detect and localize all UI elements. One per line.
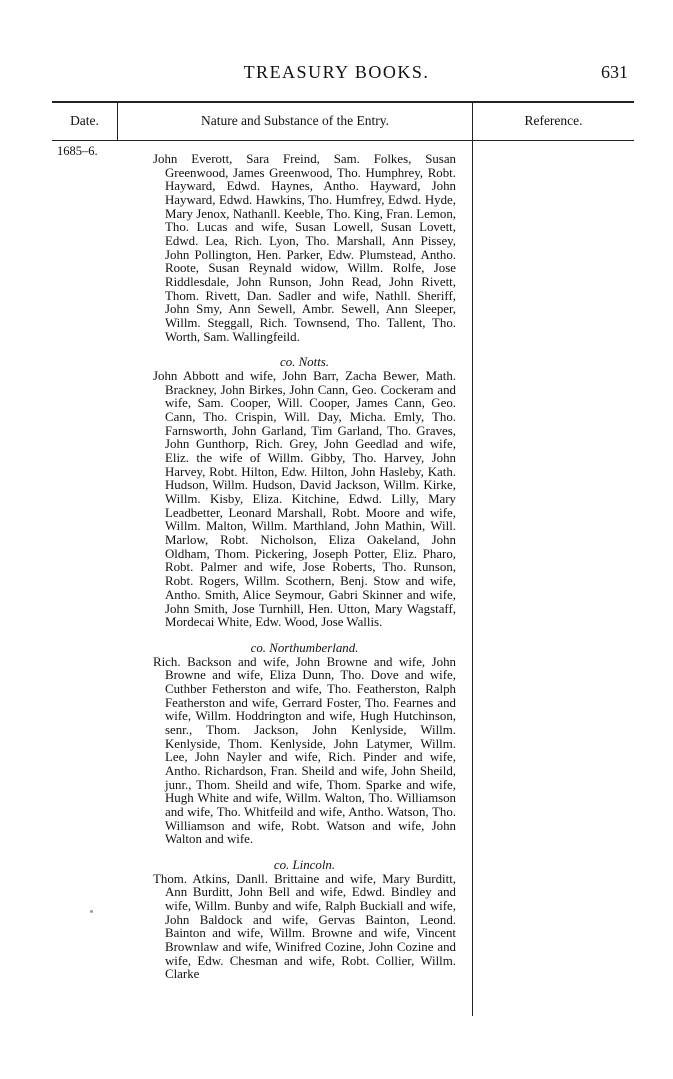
table-top-rule [52,101,634,103]
entry-date: 1685–6. [57,144,98,158]
header-bottom-rule [52,140,634,141]
column-heading-date: Date. [70,113,99,128]
county-heading: co. Northumberland. [250,640,359,655]
county-heading: co. Lincoln. [273,857,336,872]
entry-body [153,153,456,982]
page-number: 631 [601,62,628,82]
column-heading-reference: Reference. [524,113,583,128]
column-heading-nature: Nature and Substance of the Entry. [200,113,390,128]
entry-paragraph: John Everott, Sara Freind, Sam. Folkes, Susan Greenwood, James Greenwood, Tho. Humphrey, Robt. Hayward, Edwd. Haynes, Antho. Hayward, John Hayward, Edwd. Hawkins, Tho. Humfrey, Edwd. Hyde, Mary Jenox, Nathanll. Keeble, Tho. King, Fran. Lemon, Tho. Lucas and wife, Susan Lowell, Susan Lovett, Edwd. Lea, Rich. Lyon, Tho. Marshall, Ann Pissey, John Pollington, Hen. Parker, Edw. Plumstead, Antho. Roote, Susan Reynald widow, Willm. Rolfe, Jose Riddlesdale, John Runson, John Read, John Rivett, Thom. Rivett, Dan. Sadler and wife, Nathll. Sheriff, John Smy, Ann Sewell, Ambr. Sewell, Ann Sleeper, Willm. Steggall, Rich. Townsend, Tho. Tallent, Tho. Worth, Sam. Wallingfeild. [153,152,456,344]
entry-paragraph: Thom. Atkins, Danll. Brittaine and wife, Mary Burditt, Ann Burditt, John Bell and wife, Edwd. Bindley and wife, Willm. Bunby and wife, Ralph Buckiall and wife, John Baldock and wife, Gervas Bainton, Leond. Bainton and wife, Willm. Browne and wife, Vincent Brownlaw and wife, Winifred Cozine, John Cozine and wife, Edw. Chesman and wife, Robt. Collier, Willm. Clarke [153,871,456,982]
entry-paragraph: John Abbott and wife, John Barr, Zacha Bewer, Math. Brackney, John Birkes, John Cann, Geo. Cockeram and wife, Sam. Cooper, Will. Cooper, James Cann, Geo. Cann, Tho. Crispin, Will. Day, Micha. Emly, Tho. Farnsworth, John Garland, Tim Garland, Tho. Graves, John Gunthorp, Rich. Grey, John Geedlad and wife, Eliz. the wife of Willm. Gibby, Tho. Harvey, John Harvey, Robt. Hilton, Edw. Hilton, John Hasleby, Kath. Hudson, Willm. Hudson, David Jackson, Willm. Kirke, Willm. Kisby, Eliza. Kitchine, Edwd. Lilly, Mary Leadbetter, Leonard Marshall, Robt. Moore and wife, Willm. Malton, Willm. Marthland, John Mathin, Will. Marlow, Robt. Nicholson, Eliza Oakeland, John Oldham, Thom. Pickering, Joseph Potter, Eliz. Pharo, Robt. Palmer and wife, Jose Roberts, Tho. Runson, Robt. Rogers, Willm. Scothern, Benj. Stow and wife, Antho. Smith, Alice Seymour, Gabri Skinner and wife, John Smith, Jose Turnhill, Hen. Utton, Mary Wagstaff, Mordecai White, Edw. Wood, Jose Wallis. [153,369,456,630]
entry-paragraph: Rich. Backson and wife, John Browne and wife, John Browne and wife, Eliza Dunn, Tho. Dove and wife, Cuthber Fetherston and wife, Tho. Featherston, Ralph Featherston and wife, Gerrard Foster, Tho. Fearnes and wife, Willm. Hoddrington and wife, Hugh Hutchinson, senr., Thom. Jackson, John Kenlyside, Willm. Kenlyside, Thom. Kenlyside, John Latymer, Willm. Lee, John Nayler and wife, Rich. Pinder and wife, Antho. Richardson, Fran. Sheild and wife, John Sheild, junr., Thom. Sheild and wife, Thom. Sparke and wife, Hugh White and wife, Willm. Walton, Tho. Williamson and wife, Tho. Whitfeild and wife, Antho. Watson, Tho. Williamson and wife, Robt. Watson and wife, John Walton and wife. [153,654,456,847]
reference-column-divider [472,101,473,1016]
county-heading: co. Notts. [279,355,330,370]
running-title: TREASURY BOOKS. [243,62,430,82]
margin-dot [90,910,93,913]
running-head [0,62,673,86]
